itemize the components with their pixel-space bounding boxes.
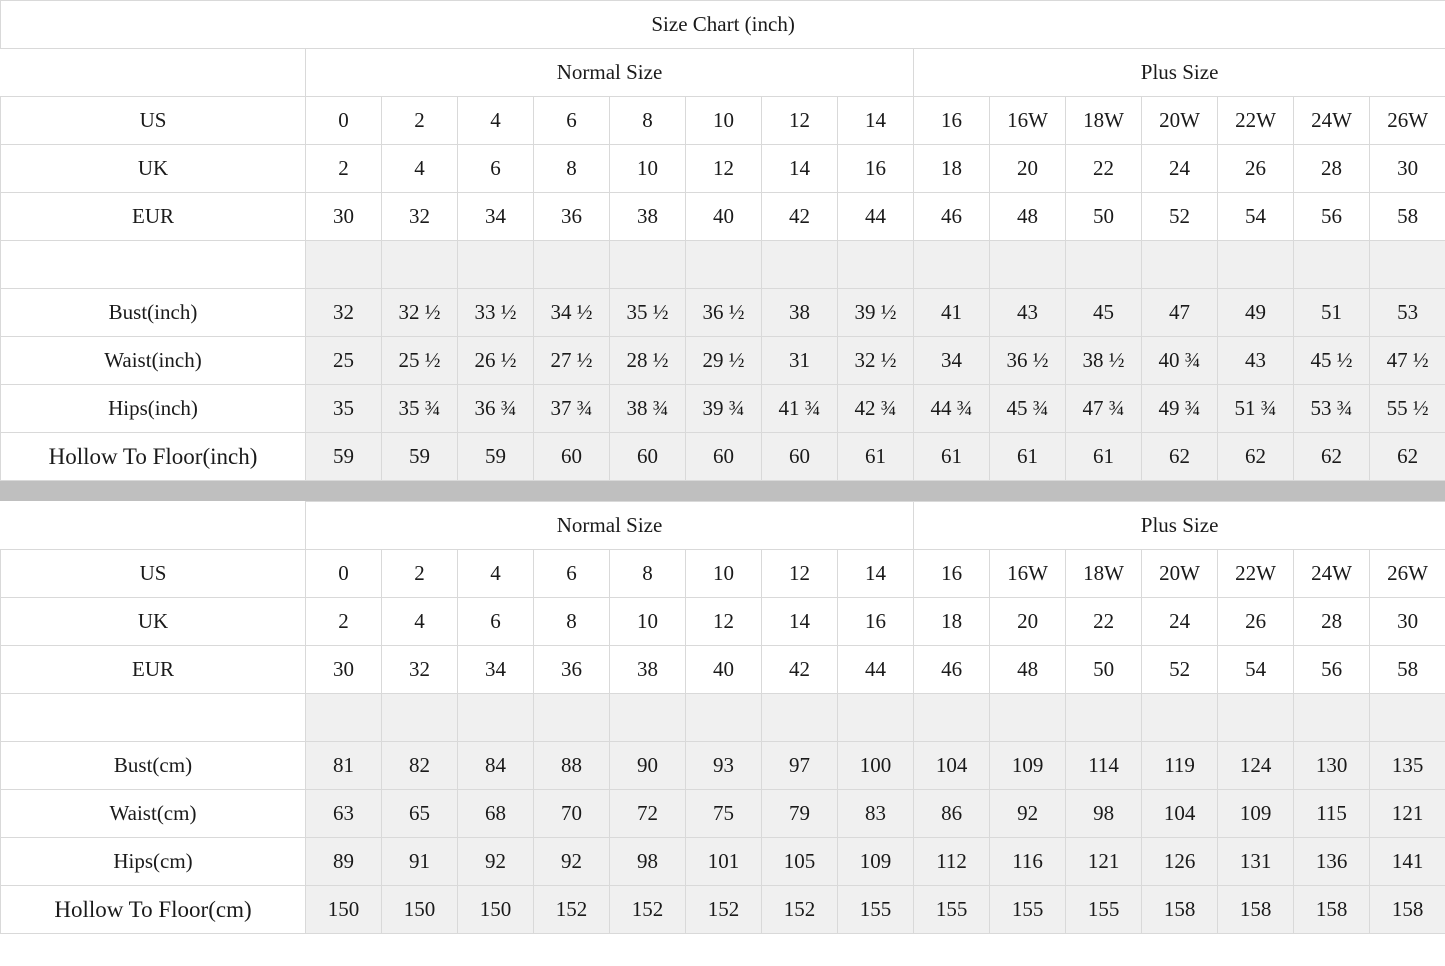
table-row	[1, 838, 1445, 886]
cell: 70	[534, 790, 610, 838]
row-label: Hips(cm)	[1, 838, 306, 886]
cell: 49 ¾	[1142, 385, 1218, 433]
cell: 109	[990, 742, 1066, 790]
cell	[1142, 694, 1218, 742]
cell: 158	[1370, 886, 1445, 934]
cell	[990, 694, 1066, 742]
cell: 48	[990, 646, 1066, 694]
cell: 10	[686, 550, 762, 598]
cell: 109	[1218, 790, 1294, 838]
cell: 55 ½	[1370, 385, 1445, 433]
cell: 47 ½	[1370, 337, 1445, 385]
cell	[686, 241, 762, 289]
cell: 126	[1142, 838, 1218, 886]
cell: 50	[1066, 193, 1142, 241]
cell: 38 ¾	[610, 385, 686, 433]
cell: 6	[458, 598, 534, 646]
cell: 89	[306, 838, 382, 886]
cell: 50	[1066, 646, 1142, 694]
cell: 36	[534, 646, 610, 694]
cell: 130	[1294, 742, 1370, 790]
cell: 53 ¾	[1294, 385, 1370, 433]
cell: 26W	[1370, 550, 1445, 598]
table-row	[1, 145, 1445, 193]
cell: 4	[382, 598, 458, 646]
cell: 63	[306, 790, 382, 838]
cell: 58	[1370, 193, 1445, 241]
cell: 155	[990, 886, 1066, 934]
cell: 68	[458, 790, 534, 838]
cell: 114	[1066, 742, 1142, 790]
cell	[1218, 241, 1294, 289]
group-header-normal: Normal Size	[306, 502, 914, 550]
inch-table-body	[1, 1, 1445, 481]
cell: 2	[306, 145, 382, 193]
cell: 115	[1294, 790, 1370, 838]
cell: 82	[382, 742, 458, 790]
row-label: US	[1, 97, 306, 145]
cell	[382, 694, 458, 742]
cell: 32	[306, 289, 382, 337]
cell: 158	[1218, 886, 1294, 934]
row-label: UK	[1, 145, 306, 193]
cell	[762, 241, 838, 289]
cell: 30	[1370, 598, 1445, 646]
cell: 20	[990, 598, 1066, 646]
cell: 14	[838, 550, 914, 598]
cell: 2	[306, 598, 382, 646]
cell: 16W	[990, 97, 1066, 145]
cell: 45 ¾	[990, 385, 1066, 433]
table-row	[1, 433, 1445, 481]
cell: 16	[838, 598, 914, 646]
cell: 155	[838, 886, 914, 934]
cell: 24	[1142, 598, 1218, 646]
cell: 92	[990, 790, 1066, 838]
table-row	[1, 598, 1445, 646]
cell: 36 ½	[990, 337, 1066, 385]
cell: 47	[1142, 289, 1218, 337]
cell: 31	[762, 337, 838, 385]
cell: 59	[458, 433, 534, 481]
cell: 4	[458, 550, 534, 598]
cell: 4	[458, 97, 534, 145]
cell: 62	[1142, 433, 1218, 481]
cell: 29 ½	[686, 337, 762, 385]
cell: 34	[458, 193, 534, 241]
cell: 60	[534, 433, 610, 481]
table-row	[1, 742, 1445, 790]
cell: 40	[686, 646, 762, 694]
cell: 14	[762, 598, 838, 646]
cell	[1066, 241, 1142, 289]
cell: 32 ½	[382, 289, 458, 337]
cell	[382, 241, 458, 289]
cell: 14	[838, 97, 914, 145]
cell: 38	[610, 193, 686, 241]
cell: 45 ½	[1294, 337, 1370, 385]
cell: 41	[914, 289, 990, 337]
cell: 150	[458, 886, 534, 934]
cell: 121	[1370, 790, 1445, 838]
cell: 14	[762, 145, 838, 193]
cell: 18W	[1066, 97, 1142, 145]
cell: 33 ½	[458, 289, 534, 337]
cell: 79	[762, 790, 838, 838]
row-label: US	[1, 550, 306, 598]
cell: 41 ¾	[762, 385, 838, 433]
cell: 2	[382, 550, 458, 598]
cell: 60	[686, 433, 762, 481]
cell	[306, 241, 382, 289]
table-row	[1, 550, 1445, 598]
section-divider	[0, 481, 1445, 501]
cell: 81	[306, 742, 382, 790]
cell: 6	[534, 550, 610, 598]
cell: 105	[762, 838, 838, 886]
table-row	[1, 886, 1445, 934]
cell: 10	[610, 598, 686, 646]
row-label: Waist(cm)	[1, 790, 306, 838]
cell	[534, 694, 610, 742]
cell: 59	[382, 433, 458, 481]
cell: 25	[306, 337, 382, 385]
cell: 32 ½	[838, 337, 914, 385]
cell: 92	[458, 838, 534, 886]
cell: 62	[1218, 433, 1294, 481]
cell: 91	[382, 838, 458, 886]
table-row	[1, 289, 1445, 337]
cell: 52	[1142, 646, 1218, 694]
cell: 51 ¾	[1218, 385, 1294, 433]
group-header-row-cm	[1, 502, 1445, 550]
cell: 46	[914, 193, 990, 241]
cell: 2	[382, 97, 458, 145]
cell: 101	[686, 838, 762, 886]
row-label: Bust(inch)	[1, 289, 306, 337]
cell: 36 ½	[686, 289, 762, 337]
cell: 121	[1066, 838, 1142, 886]
cell: 155	[914, 886, 990, 934]
cell: 61	[990, 433, 1066, 481]
cell: 39 ½	[838, 289, 914, 337]
cell: 16	[914, 550, 990, 598]
cell: 18W	[1066, 550, 1142, 598]
cell: 84	[458, 742, 534, 790]
cm-table-body	[1, 502, 1445, 934]
cell	[306, 694, 382, 742]
cell	[534, 241, 610, 289]
cell: 88	[534, 742, 610, 790]
cell: 131	[1218, 838, 1294, 886]
cell: 72	[610, 790, 686, 838]
cell: 51	[1294, 289, 1370, 337]
cell: 34 ½	[534, 289, 610, 337]
cell	[1370, 241, 1445, 289]
cell: 40	[686, 193, 762, 241]
cell: 30	[306, 193, 382, 241]
cell: 30	[1370, 145, 1445, 193]
cell: 38 ½	[1066, 337, 1142, 385]
cell: 8	[534, 598, 610, 646]
cell: 152	[686, 886, 762, 934]
cell: 65	[382, 790, 458, 838]
cell	[762, 694, 838, 742]
cell: 12	[686, 145, 762, 193]
cell: 49	[1218, 289, 1294, 337]
cell: 32	[382, 193, 458, 241]
group-header-spacer	[1, 49, 306, 97]
cell	[1294, 241, 1370, 289]
cell: 24W	[1294, 97, 1370, 145]
cell: 26 ½	[458, 337, 534, 385]
cell: 22W	[1218, 97, 1294, 145]
cell: 20	[990, 145, 1066, 193]
table-row	[1, 97, 1445, 145]
cell: 61	[838, 433, 914, 481]
cell: 22	[1066, 145, 1142, 193]
cell	[1066, 694, 1142, 742]
cell	[686, 694, 762, 742]
cell: 109	[838, 838, 914, 886]
cell: 12	[686, 598, 762, 646]
page-title: Size Chart (inch)	[1, 1, 1445, 49]
table-row	[1, 385, 1445, 433]
row-label: Hollow To Floor(inch)	[1, 433, 306, 481]
blank-separator-row	[1, 694, 1445, 742]
cell: 16	[914, 97, 990, 145]
row-label: EUR	[1, 646, 306, 694]
cell: 60	[762, 433, 838, 481]
cell	[1294, 694, 1370, 742]
cell: 10	[610, 145, 686, 193]
cell: 150	[306, 886, 382, 934]
cell	[610, 694, 686, 742]
cell	[1218, 694, 1294, 742]
cell: 28	[1294, 598, 1370, 646]
cell: 35	[306, 385, 382, 433]
row-label: Hips(inch)	[1, 385, 306, 433]
cell: 35 ½	[610, 289, 686, 337]
cell	[838, 241, 914, 289]
cell: 28	[1294, 145, 1370, 193]
cell: 54	[1218, 646, 1294, 694]
row-label: Bust(cm)	[1, 742, 306, 790]
cell: 46	[914, 646, 990, 694]
cell: 100	[838, 742, 914, 790]
cell: 56	[1294, 646, 1370, 694]
cell: 116	[990, 838, 1066, 886]
cell: 44	[838, 193, 914, 241]
cell: 44	[838, 646, 914, 694]
cell: 98	[1066, 790, 1142, 838]
cell	[458, 241, 534, 289]
cell: 150	[382, 886, 458, 934]
cell	[1142, 241, 1218, 289]
cell: 75	[686, 790, 762, 838]
cell: 27 ½	[534, 337, 610, 385]
cell: 42	[762, 193, 838, 241]
cell: 30	[306, 646, 382, 694]
cell	[914, 694, 990, 742]
cell: 20W	[1142, 97, 1218, 145]
group-header-plus: Plus Size	[914, 502, 1445, 550]
cell: 44 ¾	[914, 385, 990, 433]
cell: 6	[458, 145, 534, 193]
cell	[610, 241, 686, 289]
cell: 152	[762, 886, 838, 934]
row-label: Waist(inch)	[1, 337, 306, 385]
cell: 26	[1218, 598, 1294, 646]
cell: 36 ¾	[458, 385, 534, 433]
cell: 38	[610, 646, 686, 694]
row-label	[1, 241, 306, 289]
cell	[1370, 694, 1445, 742]
row-label: UK	[1, 598, 306, 646]
cell: 43	[1218, 337, 1294, 385]
cell: 98	[610, 838, 686, 886]
cell: 92	[534, 838, 610, 886]
cell: 58	[1370, 646, 1445, 694]
blank-separator-row	[1, 241, 1445, 289]
cell: 12	[762, 97, 838, 145]
group-header-normal: Normal Size	[306, 49, 914, 97]
cell: 16W	[990, 550, 1066, 598]
cell: 18	[914, 598, 990, 646]
cell: 155	[1066, 886, 1142, 934]
cell: 34	[914, 337, 990, 385]
cell: 112	[914, 838, 990, 886]
cell: 39 ¾	[686, 385, 762, 433]
cell: 141	[1370, 838, 1445, 886]
group-header-spacer	[1, 502, 306, 550]
cell: 35 ¾	[382, 385, 458, 433]
cell: 97	[762, 742, 838, 790]
cell: 60	[610, 433, 686, 481]
cell: 8	[610, 97, 686, 145]
cell: 53	[1370, 289, 1445, 337]
cell: 119	[1142, 742, 1218, 790]
cell	[838, 694, 914, 742]
table-row	[1, 790, 1445, 838]
cell: 24W	[1294, 550, 1370, 598]
cell: 45	[1066, 289, 1142, 337]
cell: 62	[1370, 433, 1445, 481]
cell: 8	[610, 550, 686, 598]
cell: 28 ½	[610, 337, 686, 385]
cell: 124	[1218, 742, 1294, 790]
cell: 22W	[1218, 550, 1294, 598]
cell: 22	[1066, 598, 1142, 646]
cell: 43	[990, 289, 1066, 337]
cell: 6	[534, 97, 610, 145]
cell: 0	[306, 550, 382, 598]
cell: 158	[1142, 886, 1218, 934]
cell: 90	[610, 742, 686, 790]
cell: 20W	[1142, 550, 1218, 598]
cell: 104	[914, 742, 990, 790]
row-label: EUR	[1, 193, 306, 241]
cell: 4	[382, 145, 458, 193]
cell: 158	[1294, 886, 1370, 934]
cell	[990, 241, 1066, 289]
group-header-plus: Plus Size	[914, 49, 1445, 97]
cell: 48	[990, 193, 1066, 241]
cell: 18	[914, 145, 990, 193]
cell: 135	[1370, 742, 1445, 790]
row-label	[1, 694, 306, 742]
cell: 61	[1066, 433, 1142, 481]
cell: 25 ½	[382, 337, 458, 385]
cell: 16	[838, 145, 914, 193]
table-row	[1, 337, 1445, 385]
cell: 152	[610, 886, 686, 934]
size-chart-inch-table	[0, 0, 1445, 481]
cell: 52	[1142, 193, 1218, 241]
cell: 26	[1218, 145, 1294, 193]
cell: 8	[534, 145, 610, 193]
cell: 93	[686, 742, 762, 790]
cell	[914, 241, 990, 289]
cell: 42	[762, 646, 838, 694]
row-label: Hollow To Floor(cm)	[1, 886, 306, 934]
size-chart-cm-table	[0, 501, 1445, 934]
cell: 104	[1142, 790, 1218, 838]
cell: 0	[306, 97, 382, 145]
group-header-row-inch	[1, 49, 1445, 97]
cell	[458, 694, 534, 742]
cell: 32	[382, 646, 458, 694]
title-row	[1, 1, 1445, 49]
cell: 61	[914, 433, 990, 481]
cell: 12	[762, 550, 838, 598]
table-row	[1, 193, 1445, 241]
cell: 34	[458, 646, 534, 694]
cell: 54	[1218, 193, 1294, 241]
cell: 47 ¾	[1066, 385, 1142, 433]
cell: 26W	[1370, 97, 1445, 145]
cell: 56	[1294, 193, 1370, 241]
cell: 59	[306, 433, 382, 481]
cell: 62	[1294, 433, 1370, 481]
cell: 24	[1142, 145, 1218, 193]
cell: 38	[762, 289, 838, 337]
cell: 152	[534, 886, 610, 934]
cell: 83	[838, 790, 914, 838]
cell: 42 ¾	[838, 385, 914, 433]
cell: 10	[686, 97, 762, 145]
cell: 37 ¾	[534, 385, 610, 433]
cell: 40 ¾	[1142, 337, 1218, 385]
cell: 86	[914, 790, 990, 838]
cell: 36	[534, 193, 610, 241]
table-row	[1, 646, 1445, 694]
cell: 136	[1294, 838, 1370, 886]
